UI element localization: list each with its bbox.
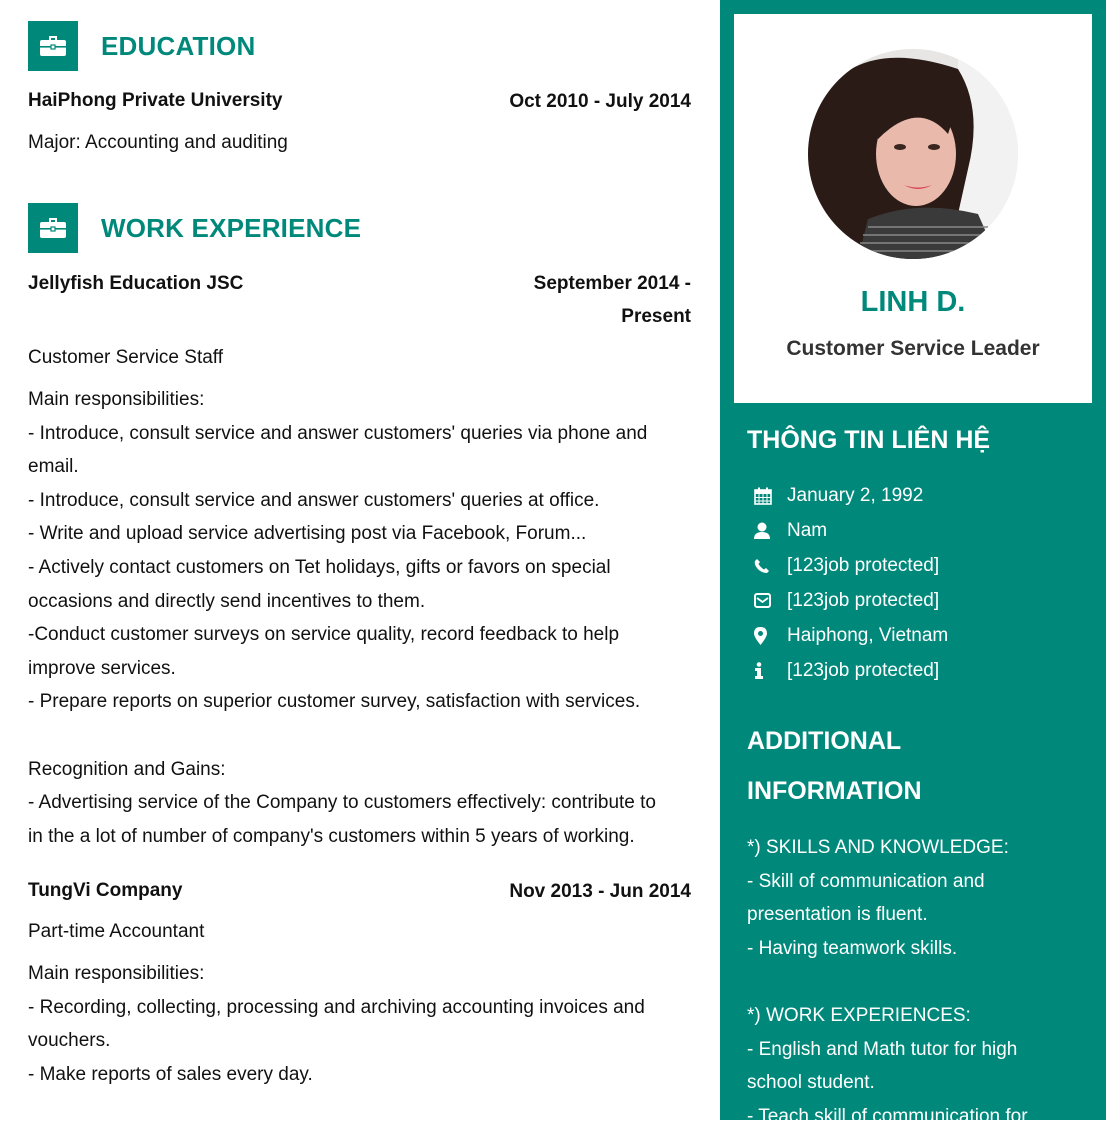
info-blank-line <box>747 965 1087 999</box>
contact-phone <box>747 548 948 583</box>
desc-line: email. <box>28 456 79 478</box>
contact-value: Haiphong, Vietnam <box>787 624 949 646</box>
job-date-end: Present <box>621 306 691 327</box>
phone-icon <box>747 558 787 574</box>
profile-card <box>734 14 1092 403</box>
company-name: TungVi Company <box>28 880 183 901</box>
contact-value: [123job protected] <box>787 589 940 611</box>
info-icon <box>747 662 787 679</box>
job-date: Nov 2013 - Jun 2014 <box>509 881 691 902</box>
desc-line: - Introduce, consult service and answer customers' queries at office. <box>28 489 600 511</box>
job-description <box>28 383 698 853</box>
desc-line: Main responsibilities: <box>28 389 205 410</box>
desc-line: - Introduce, consult service and answer customers' queries via phone and <box>28 422 648 444</box>
job-position: Part-time Accountant <box>28 921 205 942</box>
school-name: HaiPhong Private University <box>28 90 283 111</box>
sidebar <box>720 0 1106 1127</box>
info-line: presentation is fluent. <box>747 904 928 926</box>
profile-name: LINH D. <box>860 286 966 318</box>
contact-value: Nam <box>787 519 828 541</box>
additional-info <box>747 831 1087 1133</box>
desc-line: - Actively contact customers on Tet holidays, gifts or favors on special <box>28 556 611 578</box>
map-marker-icon <box>747 627 787 645</box>
job-row <box>28 267 691 333</box>
contact-info <box>747 653 948 688</box>
info-line: - English and Math tutor for high <box>747 1038 1018 1060</box>
info-line: - Skill of communication and <box>747 870 985 892</box>
job-description <box>28 957 698 1091</box>
info-line: school student. <box>747 1072 875 1094</box>
desc-line: - Make reports of sales every day. <box>28 1063 313 1085</box>
job-position: Customer Service Staff <box>28 347 224 368</box>
education-major: Major: Accounting and auditing <box>28 132 288 153</box>
contact-list <box>747 478 948 688</box>
desc-line: improve services. <box>28 657 176 679</box>
contact-address <box>747 618 948 653</box>
contact-gender <box>747 513 948 548</box>
info-line: *) SKILLS AND KNOWLEDGE: <box>747 837 1009 858</box>
desc-line: in the a lot of number of company's customers within 5 years of working. <box>28 825 635 847</box>
education-date: Oct 2010 - July 2014 <box>509 91 691 112</box>
profile-role: Customer Service Leader <box>786 337 1040 360</box>
calendar-icon <box>747 487 787 505</box>
work-experience-title: WORK EXPERIENCE <box>101 212 362 243</box>
work-experience-header <box>28 203 361 253</box>
education-header <box>28 21 255 71</box>
desc-line: Recognition and Gains: <box>28 758 226 780</box>
additional-title-line1: ADDITIONAL <box>747 727 902 755</box>
avatar <box>808 49 1018 259</box>
contact-value: [123job protected] <box>787 554 940 576</box>
info-line: - Having teamwork skills. <box>747 937 958 959</box>
education-title: EDUCATION <box>101 30 256 61</box>
desc-blank-line <box>28 719 698 753</box>
job-date <box>534 267 691 333</box>
job-row <box>28 880 691 904</box>
contact-value: [123job protected] <box>787 659 940 681</box>
desc-line: - Recording, collecting, processing and archiving accounting invoices and <box>28 996 645 1018</box>
contact-email <box>747 583 948 618</box>
contact-title: THÔNG TIN LIÊN HỆ <box>747 426 991 454</box>
desc-line: -Conduct customer surveys on service quality, record feedback to help <box>28 624 620 646</box>
info-line: - Teach skill of communication for <box>747 1105 1028 1127</box>
additional-title-line2: INFORMATION <box>747 777 922 805</box>
desc-line: - Advertising service of the Company to customers effectively: contribute to <box>28 792 656 814</box>
desc-line: - Write and upload service advertising post via Facebook, Forum... <box>28 523 587 545</box>
desc-line: - Prepare reports on superior customer survey, satisfaction with services. <box>28 691 641 713</box>
job-date-start: September 2014 - <box>533 273 691 294</box>
education-row <box>28 90 691 114</box>
company-name: Jellyfish Education JSC <box>28 273 244 294</box>
desc-line: Main responsibilities: <box>28 963 205 984</box>
contact-birthday <box>747 478 948 513</box>
desc-line: occasions and directly send incentives to them. <box>28 590 426 612</box>
envelope-icon <box>747 593 787 608</box>
briefcase-icon <box>28 21 78 71</box>
briefcase-icon <box>28 203 78 253</box>
info-line: *) WORK EXPERIENCES: <box>747 1004 971 1026</box>
desc-line: vouchers. <box>28 1030 111 1052</box>
contact-value: January 2, 1992 <box>787 484 924 506</box>
user-icon <box>747 522 787 539</box>
